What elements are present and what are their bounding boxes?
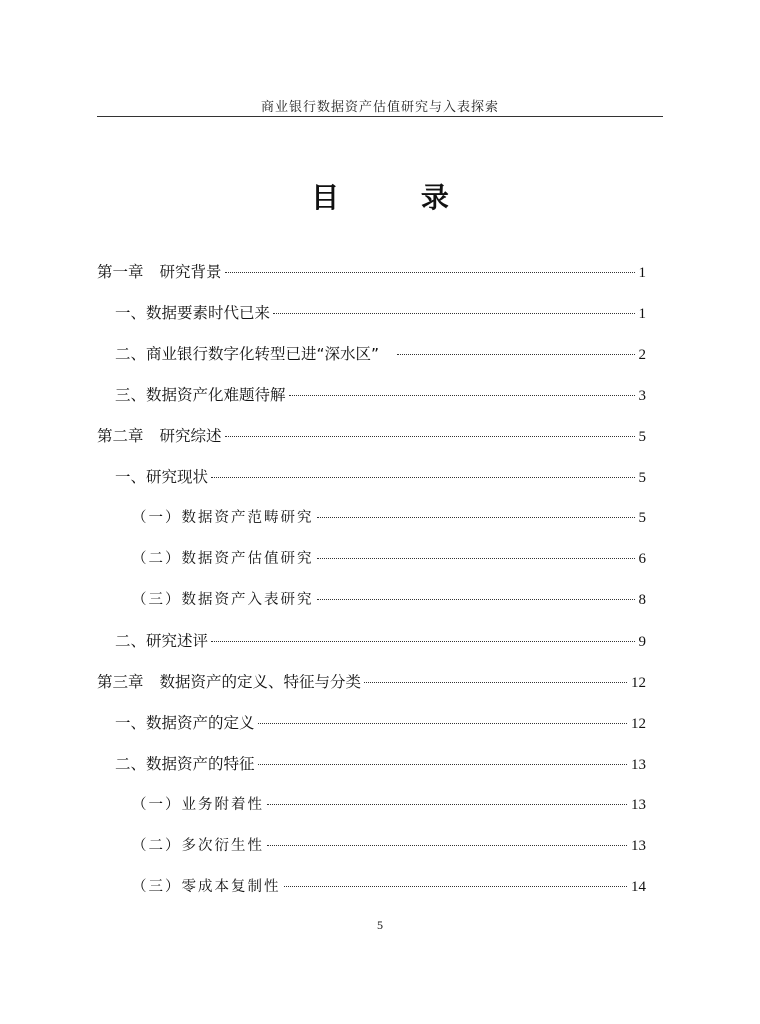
toc-page-number: 13 [631,757,646,773]
toc-entry-label: （二）数据资产估值研究 [132,551,314,567]
toc-entry-subsection[interactable] [132,547,646,571]
toc-dot-leader [364,682,627,683]
toc-chapter-number: 第三章 [97,673,144,691]
footer-page-number: 5 [377,918,383,932]
toc-title: 目 录 [311,181,485,214]
toc-dot-leader [397,354,634,355]
toc-page-number: 14 [631,879,646,895]
toc-dot-leader [267,845,627,846]
toc-page-number: 13 [631,838,646,854]
toc-page-number: 2 [638,347,646,363]
toc-page-number: 1 [638,265,646,281]
toc-entry-subsection[interactable] [132,588,646,612]
toc-entry-section[interactable] [115,301,646,325]
toc-dot-leader [317,517,635,518]
toc-page-number: 5 [638,429,646,445]
toc-dot-leader [317,558,635,559]
toc-dot-leader [267,804,627,805]
toc-page-number: 5 [638,510,646,526]
toc-entry-label: 研究综述 [159,427,222,445]
toc-dot-leader [225,272,635,273]
toc-page-number: 12 [631,716,646,732]
toc-entry-label: 数据资产的定义、特征与分类 [159,673,362,691]
toc-dot-leader [273,313,634,314]
toc-entry-subsection[interactable] [132,793,646,817]
toc-page-number: 8 [638,592,646,608]
toc-page-number: 5 [638,470,646,486]
toc-entry-label: 一、数据资产的定义 [115,714,255,732]
toc-entry-section[interactable] [115,752,646,776]
toc-page-number: 9 [638,634,646,650]
toc-page-number: 12 [631,675,646,691]
toc-dot-leader [258,723,627,724]
toc-page-number: 6 [638,551,646,567]
toc-entry-label: 二、研究述评 [115,632,209,650]
toc-entry-section[interactable] [115,342,646,366]
running-header: 商业银行数据资产估值研究与入表探索 [260,100,499,115]
toc-dot-leader [211,477,634,478]
toc-entry-label: （一）业务附着性 [132,797,264,813]
toc-entry-label: （三）数据资产入表研究 [132,592,314,608]
toc-chapter-number: 第一章 [97,263,144,281]
toc-entry-label: 二、商业银行数字化转型已进“深水区” [115,345,380,363]
toc-entry-label: 一、数据要素时代已来 [115,304,271,322]
toc-entry-section[interactable] [115,629,646,653]
toc-entry-chapter-1[interactable] [97,260,646,284]
toc-entry-label: （二）多次衍生性 [132,838,264,854]
toc-entry-chapter-2[interactable] [97,424,646,448]
toc-entry-label: 研究背景 [159,263,222,281]
toc-entry-label: 一、研究现状 [115,468,209,486]
toc-dot-leader [284,886,628,887]
header-rule [97,116,663,117]
toc-entry-section[interactable] [115,383,646,407]
toc-dot-leader [225,436,635,437]
toc-dot-leader [289,395,635,396]
toc-entry-section[interactable] [115,711,646,735]
toc-page-number: 3 [638,388,646,404]
toc-entry-subsection[interactable] [132,875,646,899]
toc-dot-leader [317,599,635,600]
toc-dot-leader [211,641,634,642]
toc-entry-label: （一）数据资产范畴研究 [132,510,314,526]
toc-entry-subsection[interactable] [132,506,646,530]
toc-dot-leader [258,764,627,765]
toc-entry-label: 三、数据资产化难题待解 [115,386,286,404]
toc-chapter-number: 第二章 [97,427,144,445]
toc-entry-subsection[interactable] [132,834,646,858]
toc-entry-label: 二、数据资产的特征 [115,755,255,773]
toc-page-number: 1 [638,306,646,322]
toc-entry-section[interactable] [115,465,646,489]
toc-entry-chapter-3[interactable] [97,670,646,694]
toc-page-number: 13 [631,797,646,813]
toc-entry-label: （三）零成本复制性 [132,879,281,895]
